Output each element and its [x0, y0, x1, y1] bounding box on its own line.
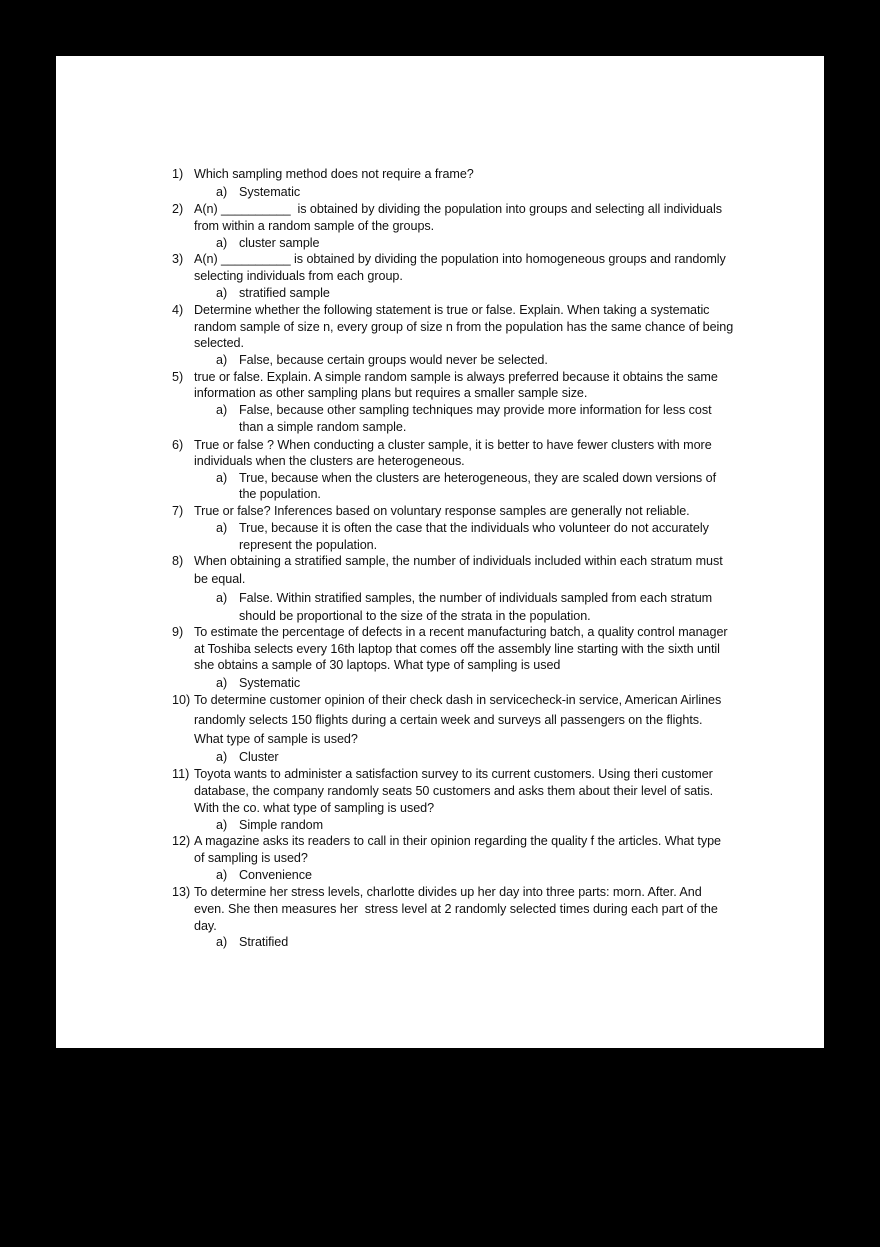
answer-text-line: Systematic	[239, 185, 301, 199]
question-text-line: from within a random sample of the groups.	[194, 219, 435, 233]
question-text-line: selecting individuals from each group.	[194, 269, 403, 283]
answer-text-line: than a simple random sample.	[239, 420, 407, 434]
answer-text-line: True, because it is often the case that the individuals who volunteer do not accurately	[239, 521, 709, 535]
question-text-line: Toyota wants to administer a satisfaction survey to its current customers. Using theri customer	[194, 767, 713, 781]
question-text-line: be equal.	[194, 572, 246, 586]
question-text-line: day.	[194, 919, 217, 933]
answer-text-line: stratified sample	[239, 286, 330, 300]
answer-label: a)	[216, 868, 228, 882]
question-text-line: at Toshiba selects every 16th laptop that comes off the assembly line starting with the sixth until	[194, 642, 720, 656]
answer-label: a)	[216, 236, 228, 250]
question-number: 10)	[172, 693, 191, 707]
answer-label: a)	[216, 676, 228, 690]
answer-text-line: Simple random	[239, 818, 324, 832]
question-number: 11)	[172, 767, 190, 781]
answer-label: a)	[216, 353, 228, 367]
answer-text-line: represent the population.	[239, 538, 378, 552]
question-text-line: With the co. what type of sampling is used?	[194, 801, 435, 815]
answer-text-line: Cluster	[239, 750, 279, 764]
answer-label: a)	[216, 591, 228, 605]
question-text-line: of sampling is used?	[194, 851, 308, 865]
answer-label: a)	[216, 750, 228, 764]
question-text-line: selected.	[194, 336, 244, 350]
answer-text-line: False, because certain groups would never be selected.	[239, 353, 548, 367]
question-text-line: Determine whether the following statement is true or false. Explain. When taking a systematic	[194, 303, 710, 317]
question-text-line: To determine her stress levels, charlotte divides up her day into three parts: morn. After. And	[194, 885, 702, 899]
question-number: 5)	[172, 370, 184, 384]
answer-label: a)	[216, 521, 228, 535]
question-number: 8)	[172, 554, 184, 568]
document-page	[56, 56, 824, 1048]
question-text-line: When obtaining a stratified sample, the number of individuals included within each stratum must	[194, 554, 723, 568]
question-text-line: To determine customer opinion of their check dash in servicecheck-in service, American Airlines	[194, 693, 722, 707]
question-text-line: she obtains a sample of 30 laptops. What type of sampling is used	[194, 658, 561, 672]
question-text-line: True or false? Inferences based on voluntary response samples are generally not reliable.	[194, 504, 690, 518]
question-number: 1)	[172, 167, 184, 181]
question-number: 12)	[172, 834, 191, 848]
question-text-line: true or false. Explain. A simple random sample is always preferred because it obtains the same	[194, 370, 718, 384]
answer-text-line: False. Within stratified samples, the number of individuals sampled from each stratum	[239, 591, 713, 605]
answer-label: a)	[216, 185, 228, 199]
question-text-line: information as other sampling plans but requires a smaller sample size.	[194, 386, 588, 400]
question-text-line: A(n) __________ is obtained by dividing the population into homogeneous groups and randomly	[194, 252, 726, 266]
question-text-line: randomly selects 150 flights during a certain week and surveys all passengers on the flights.	[194, 713, 703, 727]
answer-text-line: True, because when the clusters are heterogeneous, they are scaled down versions of	[239, 471, 717, 485]
answer-label: a)	[216, 818, 228, 832]
answer-text-line: cluster sample	[239, 236, 320, 250]
question-text-line: True or false ? When conducting a cluster sample, it is better to have fewer clusters with more	[194, 438, 712, 452]
question-number: 6)	[172, 438, 184, 452]
answer-label: a)	[216, 471, 228, 485]
answer-text-line: Convenience	[239, 868, 312, 882]
question-text-line: A magazine asks its readers to call in their opinion regarding the quality f the articles. What type	[194, 834, 722, 848]
answer-label: a)	[216, 403, 228, 417]
answer-text-line: Systematic	[239, 676, 301, 690]
answer-text-line: Stratified	[239, 935, 289, 949]
question-text-line: To estimate the percentage of defects in a recent manufacturing batch, a quality control manager	[194, 625, 728, 639]
question-number: 7)	[172, 504, 184, 518]
answer-text-line: False, because other sampling techniques may provide more information for less cost	[239, 403, 712, 417]
question-text-line: random sample of size n, every group of size n from the population has the same chance of being	[194, 320, 734, 334]
question-number: 3)	[172, 252, 184, 266]
question-number: 13)	[172, 885, 191, 899]
question-text-line: A(n) __________ is obtained by dividing the population into groups and selecting all individuals	[194, 202, 722, 216]
question-text-line: individuals when the clusters are heterogeneous.	[194, 454, 465, 468]
answer-label: a)	[216, 286, 228, 300]
question-text-line: Which sampling method does not require a frame?	[194, 167, 474, 181]
question-number: 2)	[172, 202, 184, 216]
question-text-line: What type of sample is used?	[194, 732, 358, 746]
answer-label: a)	[216, 935, 228, 949]
question-number: 4)	[172, 303, 184, 317]
answer-text-line: the population.	[239, 487, 321, 501]
question-text-line: database, the company randomly seats 50 customers and asks them about their level of satis.	[194, 784, 714, 798]
question-text-line: even. She then measures her stress level at 2 randomly selected times during each part of the	[194, 902, 718, 916]
question-number: 9)	[172, 625, 184, 639]
answer-text-line: should be proportional to the size of the strata in the population.	[239, 609, 591, 623]
